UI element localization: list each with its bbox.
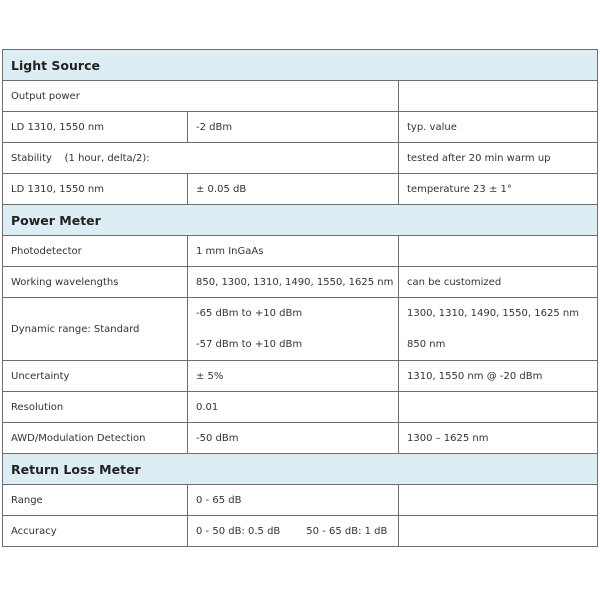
row-label: Photodetector [3, 236, 188, 267]
row-note [399, 298, 598, 361]
row-note: typ. value [399, 112, 598, 143]
table-row [3, 81, 598, 112]
table-row [3, 267, 598, 298]
row-value-part: 0 - 50 dB: 0.5 dB [196, 525, 281, 537]
row-label: Working wavelengths [3, 267, 188, 298]
row-label: Output power [3, 81, 399, 112]
row-note [399, 81, 598, 112]
row-label: LD 1310, 1550 nm [3, 112, 188, 143]
table-row [3, 485, 598, 516]
table-row [3, 392, 598, 423]
table-row [3, 423, 598, 454]
row-value: 1 mm InGaAs [188, 236, 399, 267]
section-header-power-meter [3, 205, 598, 236]
spec-table-container [2, 49, 597, 552]
row-label: Resolution [3, 392, 188, 423]
section-title: Light Source [3, 50, 598, 81]
row-note-line: 1300, 1310, 1490, 1550, 1625 nm [407, 308, 579, 319]
row-note [399, 516, 598, 547]
row-label: Stability (1 hour, delta/2): [3, 143, 399, 174]
row-value-line: -65 dBm to +10 dBm [196, 308, 303, 319]
row-value: 0.01 [188, 392, 399, 423]
spec-table [2, 49, 598, 547]
row-value: 850, 1300, 1310, 1490, 1550, 1625 nm [188, 267, 399, 298]
row-note: 1300 – 1625 nm [399, 423, 598, 454]
row-value: ± 5% [188, 361, 399, 392]
table-row [3, 174, 598, 205]
row-note: 1310, 1550 nm @ -20 dBm [399, 361, 598, 392]
table-row [3, 143, 598, 174]
row-note-line: 850 nm [407, 339, 446, 350]
row-value: -2 dBm [188, 112, 399, 143]
row-note: tested after 20 min warm up [399, 143, 598, 174]
row-value: -50 dBm [188, 423, 399, 454]
table-row [3, 516, 598, 547]
row-note: can be customized [399, 267, 598, 298]
row-note [399, 485, 598, 516]
row-label: Accuracy [3, 516, 188, 547]
row-note: temperature 23 ± 1° [399, 174, 598, 205]
table-row [3, 236, 598, 267]
row-value: 0 - 65 dB [188, 485, 399, 516]
row-value: ± 0.05 dB [188, 174, 399, 205]
table-row [3, 361, 598, 392]
row-label: LD 1310, 1550 nm [3, 174, 188, 205]
row-label: Range [3, 485, 188, 516]
row-note [399, 236, 598, 267]
section-header-light-source [3, 50, 598, 81]
row-value-part: 50 - 65 dB: 1 dB [306, 525, 388, 537]
table-row [3, 112, 598, 143]
row-label: Dynamic range: Standard [3, 298, 188, 361]
row-value [188, 516, 399, 547]
row-value-line: -57 dBm to +10 dBm [196, 339, 303, 350]
row-label: AWD/Modulation Detection [3, 423, 188, 454]
section-title: Return Loss Meter [3, 454, 598, 485]
section-header-return-loss-meter [3, 454, 598, 485]
row-label: Uncertainty [3, 361, 188, 392]
section-title: Power Meter [3, 205, 598, 236]
row-note [399, 392, 598, 423]
table-row [3, 298, 598, 361]
row-value [188, 298, 399, 361]
